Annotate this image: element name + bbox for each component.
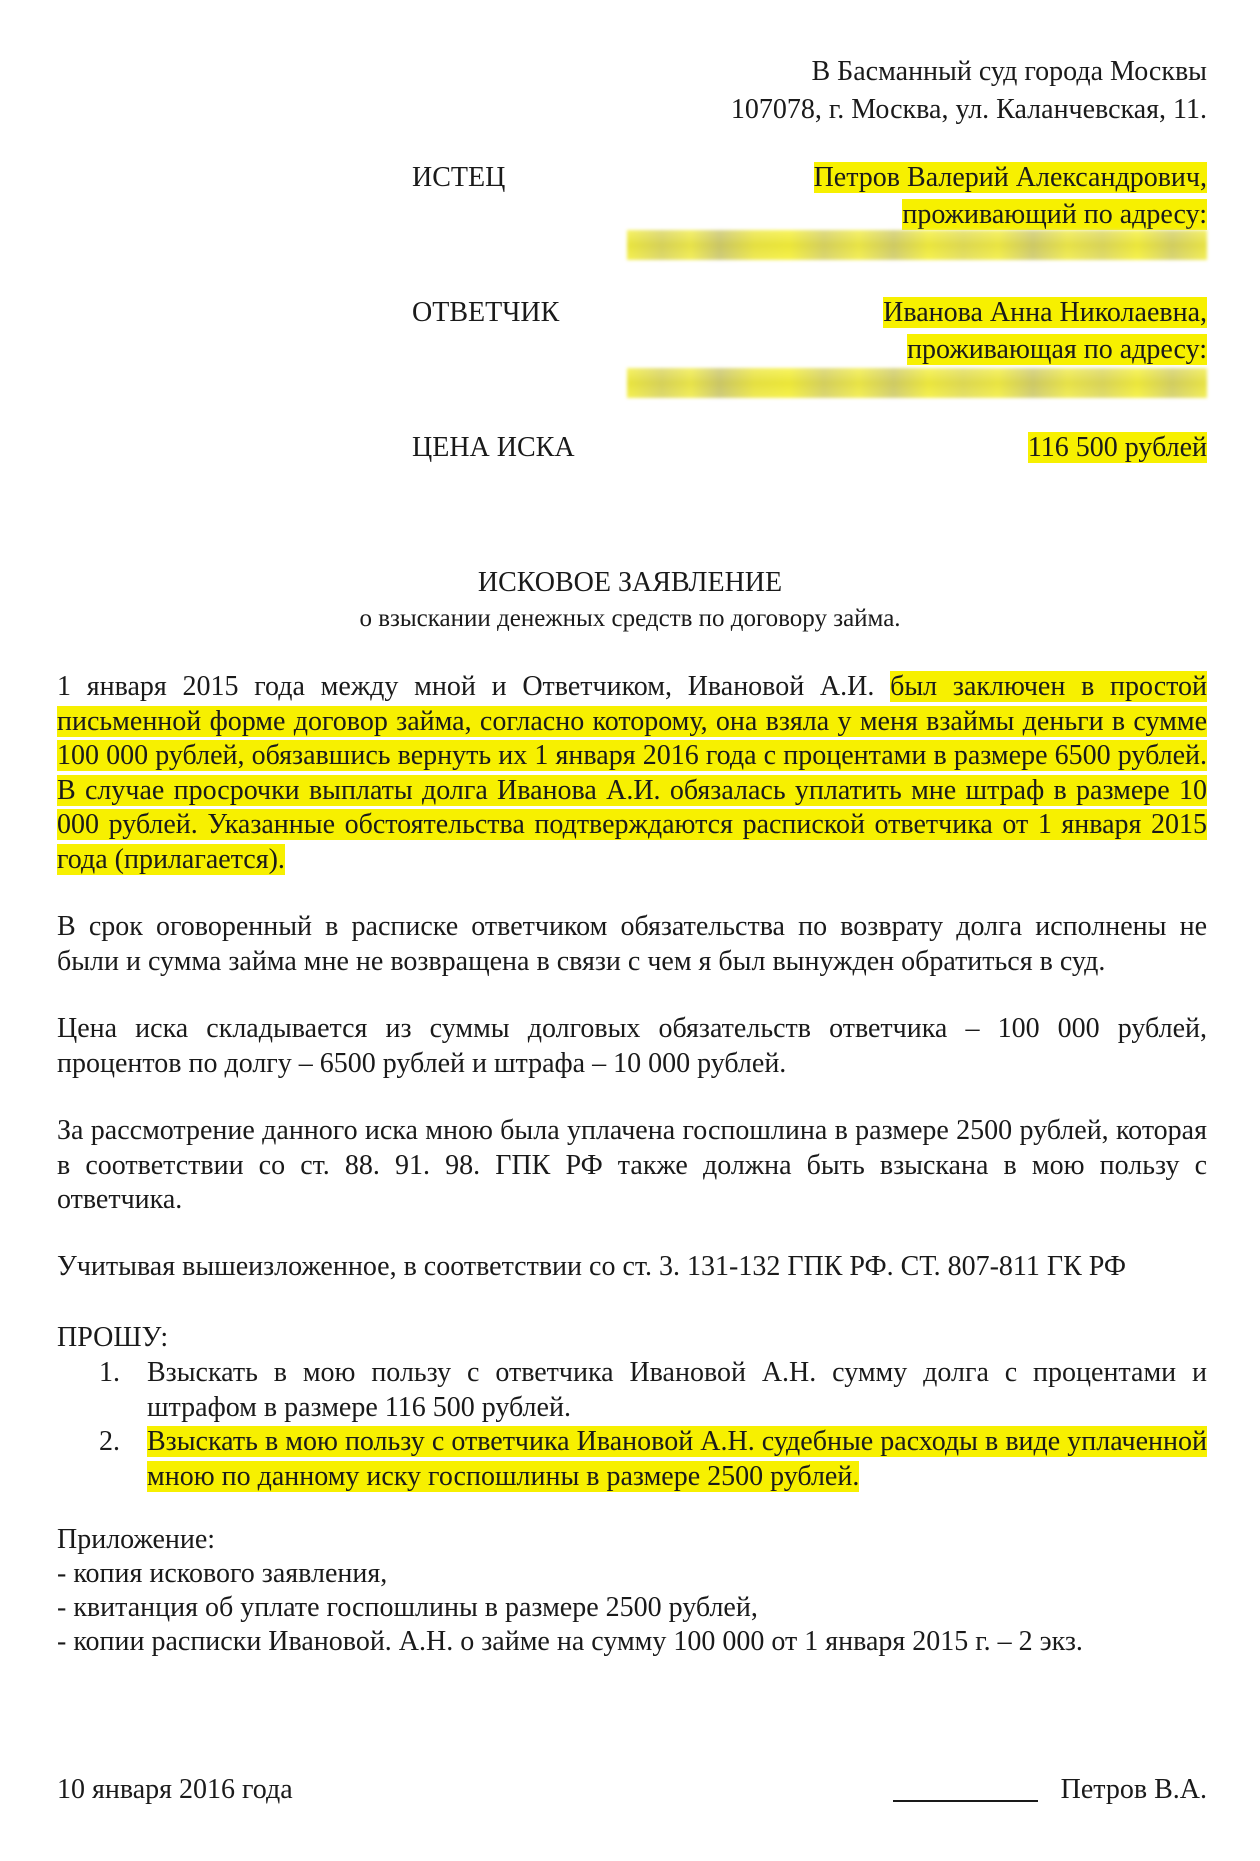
defendant-name	[883, 295, 1207, 331]
attachment-item: - копия искового заявления,	[57, 1558, 388, 1589]
signature-name: Петров В.А.	[1060, 1774, 1207, 1805]
claim-price-value-text: 116 500 рублей	[1027, 432, 1207, 463]
defendant-address-redacted	[627, 368, 1207, 398]
paragraph-2: В срок оговоренный в расписке ответчиком обязательства по возврату долга исполнены не были и сумма займа мне не возвращена в связи с чем я был вынужден обратиться в суд.	[57, 911, 1207, 977]
claim-price-value	[1028, 430, 1207, 466]
court-address: 107078, г. Москва, ул. Каланчевская, 11.	[730, 94, 1207, 125]
defendant-name-text: Иванова Анна Николаевна,	[883, 297, 1207, 328]
court-name: В Басманный суд города Москвы	[811, 56, 1207, 87]
request-item-number: 2.	[99, 1426, 120, 1457]
claim-price-label: ЦЕНА ИСКА	[412, 432, 575, 463]
request-list	[57, 1356, 1207, 1494]
request-item-number: 1.	[99, 1357, 120, 1388]
attachment-item: - квитанция об уплате госпошлины в размере 2500 рублей,	[57, 1592, 758, 1623]
plaintiff-address-redacted	[627, 230, 1207, 260]
plaintiff-name	[814, 160, 1207, 196]
paragraph-1-plain: 1 января 2015 года между мной и Ответчиком, Ивановой А.И.	[57, 671, 891, 702]
document-date: 10 января 2016 года	[57, 1774, 293, 1805]
signature-line	[893, 1800, 1038, 1802]
defendant-address-label	[907, 332, 1207, 368]
plaintiff-address-label-text: проживающий по адресу:	[902, 199, 1207, 230]
defendant-address-label-text: проживающая по адресу:	[907, 334, 1207, 365]
paragraph-1	[57, 670, 1207, 877]
document-subtitle: о взыскании денежных средств по договору займа.	[359, 605, 901, 632]
paragraph-3: Цена иска складывается из суммы долговых обязательств ответчика – 100 000 рублей, процентов по долгу – 6500 рублей и штрафа – 10 000 рублей.	[57, 1013, 1207, 1079]
defendant-label: ОТВЕТЧИК	[412, 297, 560, 328]
paragraph-1-highlight: был заключен в простой письменной форме договор займа, согласно которому, она взяла у меня взаймы деньги в сумме 100 000 рублей, обязавшись вернуть их 1 января 2016 года с процентами в размере 6500 рублей. В случае просрочки выплаты долга Иванова А.И. обязалась уплатить мне штраф в размере 10 000 рублей. Указанные обстоятельства подтверждаются распиской ответчика от 1 января 2015 года (прилагается).	[57, 671, 1207, 875]
attachments-label: Приложение:	[57, 1524, 216, 1555]
attachment-item: - копии расписки Ивановой. А.Н. о займе на сумму 100 000 от 1 января 2015 г. – 2 экз.	[57, 1626, 1083, 1657]
document-title: ИСКОВОЕ ЗАЯВЛЕНИЕ	[477, 567, 783, 598]
plaintiff-address-label	[902, 197, 1207, 233]
plaintiff-name-text: Петров Валерий Александрович,	[813, 162, 1207, 193]
plaintiff-label: ИСТЕЦ	[412, 162, 506, 193]
paragraph-4: За рассмотрение данного иска мною была уплачена госпошлина в размере 2500 рублей, которая в соответствии со ст. 88. 91. 98. ГПК РФ также должна быть взыскана в мою пользу с ответчика.	[57, 1115, 1207, 1215]
request-item	[57, 1425, 1207, 1494]
request-item-text: Взыскать в мою пользу с ответчика Ивановой А.Н. сумму долга с процентами и штрафом в размере 116 500 рублей.	[147, 1357, 1207, 1423]
request-item-text: Взыскать в мою пользу с ответчика Ивановой А.Н. судебные расходы в виде уплаченной мною по данному иску госпошлины в размере 2500 рублей.	[147, 1426, 1207, 1492]
paragraph-5: Учитывая вышеизложенное, в соответствии со ст. 3. 131-132 ГПК РФ. СТ. 807-811 ГК РФ	[57, 1251, 1126, 1282]
request-label: ПРОШУ:	[57, 1322, 169, 1353]
request-item	[57, 1356, 1207, 1425]
